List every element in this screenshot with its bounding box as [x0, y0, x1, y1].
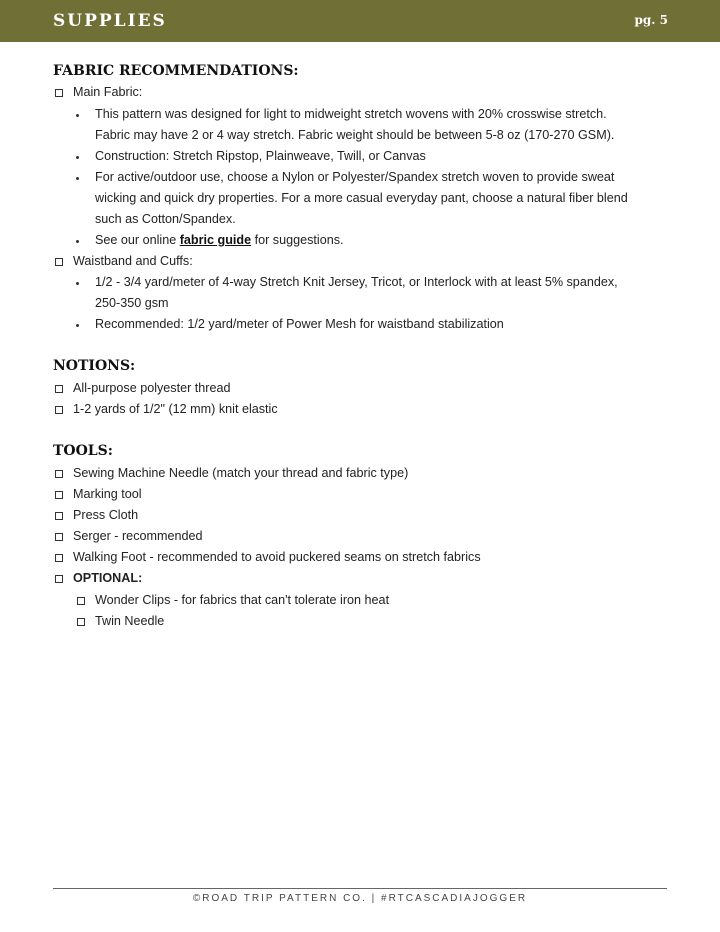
optional-item-checkbox[interactable]	[77, 618, 85, 626]
waistband-bullet-1: 1/2 - 3/4 yard/meter of 4-way Stretch Knit Jersey, Tricot, or Interlock with at least 5% spandex,	[95, 275, 618, 289]
waistband-checkbox[interactable]	[55, 258, 63, 266]
optional-item: Twin Needle	[95, 614, 165, 628]
tool-item: Press Cloth	[73, 508, 139, 522]
tools-heading: TOOLS:	[53, 443, 113, 459]
tool-checkbox[interactable]	[55, 470, 63, 478]
tool-item: Walking Foot - recommended to avoid puckered seams on stretch fabrics	[73, 550, 481, 564]
main-fabric-label: Main Fabric:	[73, 85, 143, 99]
fabric-guide-prefix: See our online	[95, 233, 180, 247]
main-fabric-bullet-1: This pattern was designed for light to midweight stretch wovens with 20% crosswise stretch.	[95, 107, 607, 121]
footer-text: ©ROAD TRIP PATTERN CO. | #RTCASCADIAJOGGER	[192, 893, 528, 904]
bullet	[76, 240, 79, 243]
tool-item: Sewing Machine Needle (match your thread and fabric type)	[73, 466, 409, 480]
main-fabric-bullet-3-cont-2: such as Cotton/Spandex.	[95, 212, 236, 226]
main-fabric-checkbox[interactable]	[55, 89, 63, 97]
tool-checkbox[interactable]	[55, 512, 63, 520]
optional-label: OPTIONAL:	[73, 571, 143, 585]
main-fabric-bullet-1-cont: Fabric may have 2 or 4 way stretch. Fabric weight should be between 5-8 oz (170-270 GSM).	[95, 128, 615, 142]
waistband-label: Waistband and Cuffs:	[73, 254, 193, 268]
notion-checkbox[interactable]	[55, 406, 63, 414]
bullet	[76, 282, 79, 285]
optional-checkbox[interactable]	[55, 575, 63, 583]
tool-checkbox[interactable]	[55, 533, 63, 541]
optional-item: Wonder Clips - for fabrics that can't tolerate iron heat	[95, 593, 390, 607]
notion-checkbox[interactable]	[55, 385, 63, 393]
notion-item: 1-2 yards of 1/2" (12 mm) knit elastic	[73, 402, 278, 416]
page-title: SUPPLIES	[53, 11, 167, 31]
notions-heading: NOTIONS:	[53, 358, 136, 374]
bullet	[76, 324, 79, 327]
fabric-guide-link[interactable]: fabric guide	[179, 233, 252, 247]
main-fabric-bullet-2: Construction: Stretch Ripstop, Plainweave, Twill, or Canvas	[95, 149, 426, 163]
bullet	[76, 177, 79, 180]
waistband-bullet-1-cont: 250-350 gsm	[95, 296, 169, 310]
fabric-guide-suffix: for suggestions.	[251, 233, 344, 247]
footer-divider	[53, 888, 667, 889]
header-bar	[0, 0, 720, 42]
notion-item: All-purpose polyester thread	[73, 381, 231, 395]
tool-checkbox[interactable]	[55, 554, 63, 562]
main-fabric-bullet-4	[95, 230, 344, 251]
optional-item-checkbox[interactable]	[77, 597, 85, 605]
waistband-bullet-2: Recommended: 1/2 yard/meter of Power Mesh for waistband stabilization	[95, 317, 504, 331]
tool-checkbox[interactable]	[55, 491, 63, 499]
tool-item: Marking tool	[73, 487, 142, 501]
main-fabric-bullet-3: For active/outdoor use, choose a Nylon or Polyester/Spandex stretch woven to provide sweat	[95, 170, 615, 184]
bullet	[76, 156, 79, 159]
fabric-heading: FABRIC RECOMMENDATIONS:	[53, 63, 299, 79]
main-fabric-bullet-3-cont-1: wicking and quick dry properties. For a more casual everyday pant, choose a natural fiber blend	[95, 191, 628, 205]
tool-item: Serger - recommended	[73, 529, 203, 543]
bullet	[76, 114, 79, 117]
page-number: pg. 5	[634, 13, 668, 27]
